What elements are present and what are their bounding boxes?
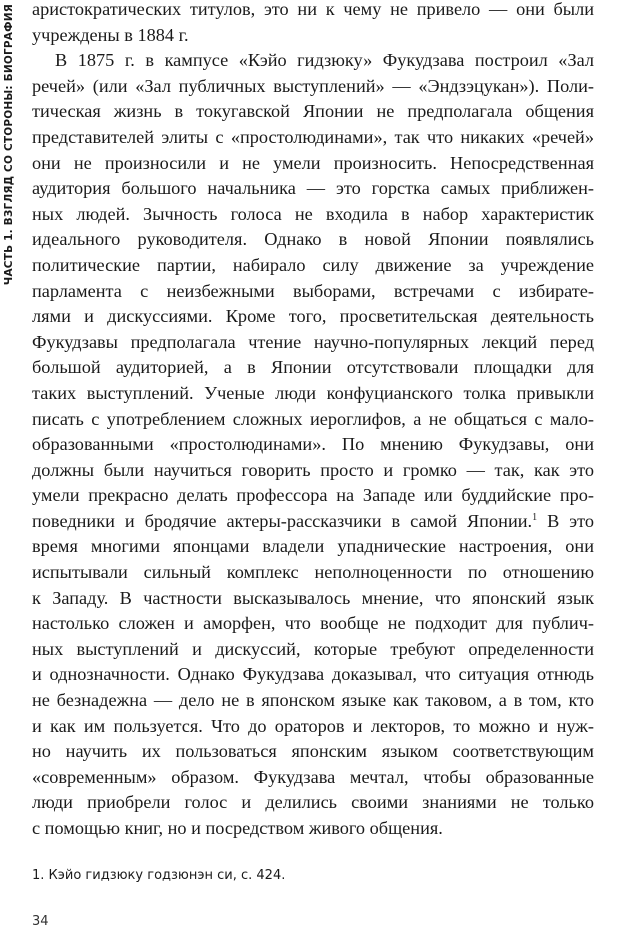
- text-line: время многими японцами владели упаднические настроения, они: [32, 536, 594, 557]
- running-header: [0, 0, 20, 330]
- text-line: писать с употреблением сложных иероглифов, а не общаться с мало-: [32, 408, 594, 429]
- text-line-with-footnote: [32, 509, 594, 535]
- text-line: с помощью книг, но и посредством живого общения.: [32, 818, 443, 838]
- text-line: испытывали сильный комплекс неполноценности по отношению: [32, 562, 594, 583]
- text-line: ных людей. Зычность голоса не входила в набор характеристик: [32, 203, 594, 224]
- text-line: и однозначности. Однако Фукудзава доказывал, что ситуация отнюдь: [32, 664, 594, 685]
- text-line: люди приобрели голос и делились своими знаниями не только: [32, 792, 594, 813]
- main-text: [32, 0, 594, 842]
- text-line: к Западу. В частности высказывалось мнение, что японский язык: [32, 587, 594, 608]
- page-number: 34: [32, 914, 49, 929]
- text-line: речей» (или «Зал публичных выступлений» — «Эндзэцукан»). Поли-: [32, 75, 594, 96]
- text-line: тическая жизнь в токугавской Японии не предполагала общения: [32, 101, 594, 122]
- text-line: ных выступлений и дискуссий, которые требуют определенности: [32, 638, 594, 659]
- text-line: аудитория большого начальника — это горстка самых приближен-: [32, 178, 594, 199]
- text-line-part: В это: [537, 510, 594, 531]
- text-line: лями и дискуссиями. Кроме того, просветительская деятельность: [32, 306, 594, 327]
- footnote-ref: 1: [532, 511, 538, 523]
- text-line: большой аудиторией, а в Японии отсутствовали площадки для: [32, 357, 594, 378]
- running-header-text: ЧАСТЬ 1. ВЗГЛЯД СО СТОРОНЫ: БИОГРАФИЯ: [3, 4, 15, 286]
- text-line: Фукудзавы предполагала чтение научно-популярных лекций перед: [32, 331, 594, 352]
- text-line: учреждены в 1884 г.: [32, 24, 189, 45]
- text-line: должны были научиться говорить просто и громко — так, как это: [32, 459, 594, 480]
- text-line: и как им пользуется. Что до ораторов и лекторов, то можно и нуж-: [32, 715, 594, 736]
- text-line: политические партии, набирало силу движение за учреждение: [32, 254, 594, 275]
- text-line: «современным» образом. Фукудзава мечтал, чтобы образованные: [32, 766, 594, 787]
- text-line: но научить их пользоваться японским языком соответствующим: [32, 741, 594, 762]
- footnote: 1. Кэйо гидзюку годзюнэн си, с. 424.: [32, 868, 286, 883]
- text-line: образованными «простолюдинами». По мнению Фукудзавы, они: [32, 434, 594, 455]
- text-line-part: поведники и бродячие актеры-рассказчики в самой Японии.: [32, 510, 533, 531]
- text-line: аристократических титулов, это ни к чему не привело — они были: [32, 0, 594, 19]
- text-line: парламента с неизбежными выборами, встречами с избирате-: [32, 280, 594, 301]
- text-line: идеального руководителя. Однако в новой Японии появлялись: [32, 229, 594, 250]
- text-line: В 1875 г. в кампусе «Кэйо гидзюку» Фукудзава построил «Зал: [55, 50, 594, 71]
- text-line: умели прекрасно делать профессора на Западе или буддийские про-: [32, 485, 594, 506]
- text-line: таких выступлений. Ученые люди конфуцианского толка привыкли: [32, 382, 594, 403]
- text-line: представителей элиты с «простолюдинами», так что никаких «речей»: [32, 126, 594, 147]
- text-line: они не произносили и не умели произносить. Непосредственная: [32, 152, 594, 173]
- text-line: настолько сложен и аморфен, что вообще не подходит для публич-: [32, 613, 594, 634]
- text-line: не безнадежна — дело не в японском языке как таковом, а в том, кто: [32, 690, 594, 711]
